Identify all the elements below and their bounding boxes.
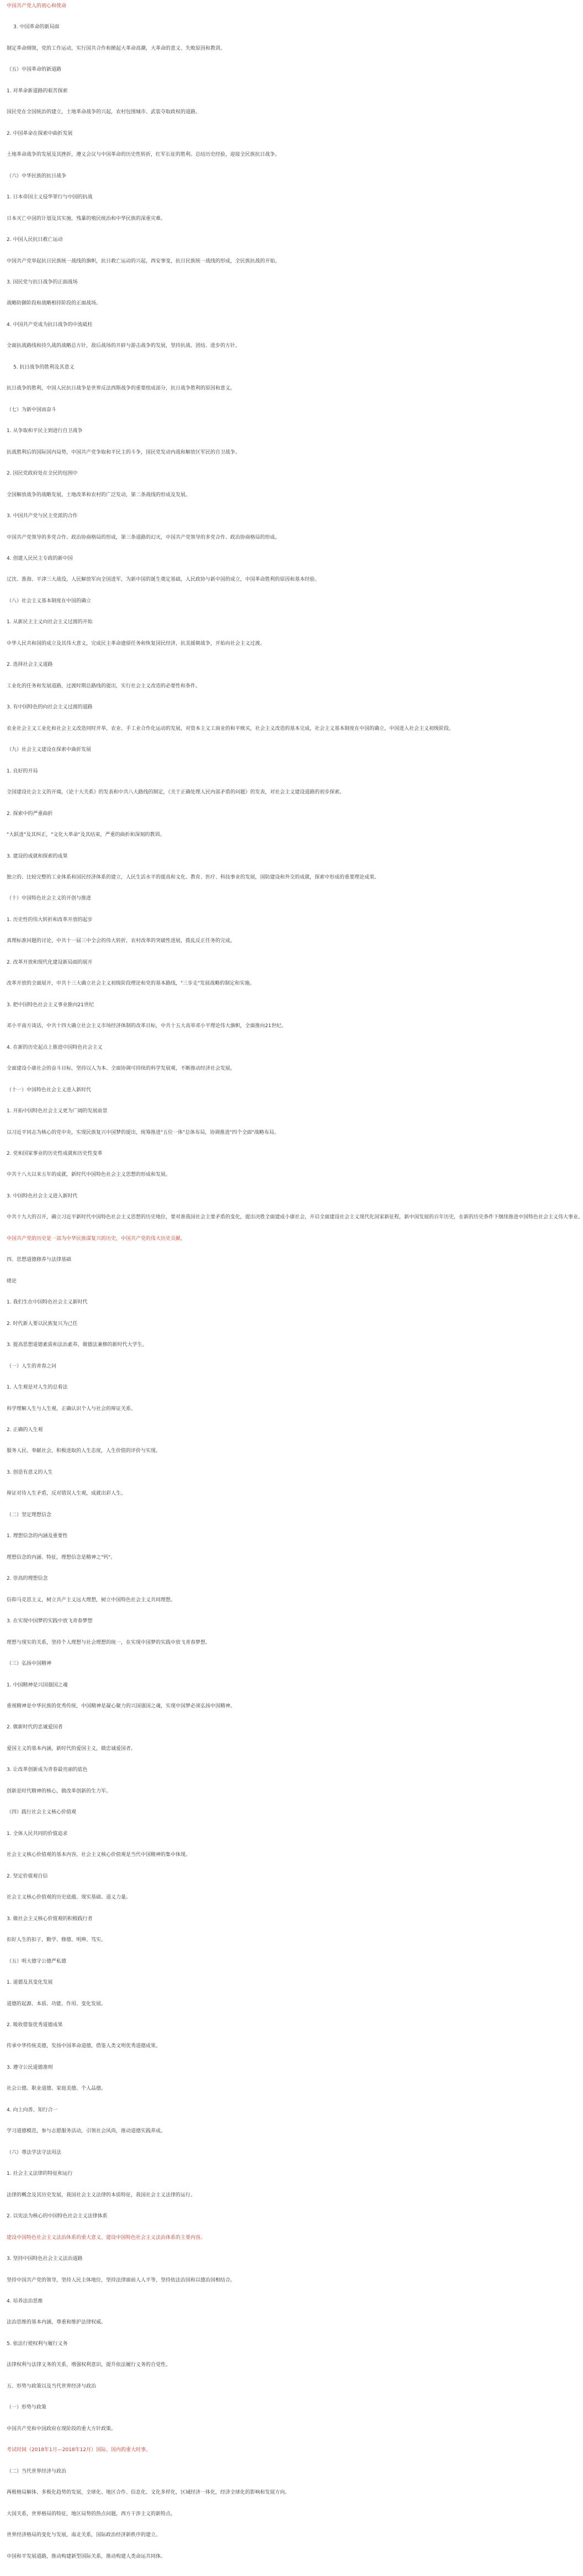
text-line: （六）中华民族的抗日战争: [7, 173, 67, 179]
text-line: 建设中国特色社会主义法治体系的重大意义、建设中国特色社会主义法治体系的主要内容。: [7, 2235, 206, 2241]
text-line: 3. 遵守公民道德准则: [7, 2064, 53, 2070]
text-line: 2. 选择社会主义道路: [7, 662, 53, 668]
text-line: 坚持中国共产党的领导，坚持人民主体地位，坚持法律面前人人平等，坚持依法治国和以德治国相结合。: [7, 2277, 236, 2283]
text-line: 3. 创造有意义的人生: [7, 1469, 53, 1475]
text-line: 中华人民共和国的成立及其伟大意义，完成民主革命遗留任务和恢复国民经济，抗美援朝战争，开始向社会主义过渡。: [7, 640, 266, 646]
text-line: 2. 时代新人要以民族复兴为己任: [7, 1321, 78, 1327]
text-line: 信仰马克思主义，树立共产主义远大理想，树立中国特色社会主义共同理想。: [7, 1597, 176, 1603]
text-line: 理想信念的内涵、特征，理想信念是精神之"钙"。: [7, 1554, 116, 1560]
text-line: 法律权利与法律义务的关系，增强权利意识，提升依法履行义务的自觉性。: [7, 2362, 171, 2368]
text-line: 3. 让改革创新成为青春最亮丽的底色: [7, 1767, 88, 1773]
text-line: 2. 中国革命在探索中曲折发展: [7, 130, 73, 136]
text-line: （二）坚定理想信念: [7, 1512, 52, 1518]
text-line: 爱国主义的基本内涵，新时代的爱国主义，做忠诚爱国者。: [7, 1746, 136, 1752]
text-line: 1. 开拓中国特色社会主义更为广阔的发展前景: [7, 1108, 108, 1114]
text-line: 扣好人生的扣子，勤学、修德、明辨、笃实。: [7, 1937, 107, 1943]
text-line: 考试时间（2018年1月—2018年12月）国际、国内的重大时事。: [7, 2447, 151, 2453]
text-line: 农业社会主义工业化和社会主义改造同时并举，农业、手工业合作化运动的发展，对资本主义工商业的和平赎买，社会主义改造的基本完成，社会主义基本制度在中国的确立，中国进入社会主义初级阶段。: [7, 726, 454, 732]
text-line: 以习近平同志为核心的党中央，实现民族复兴中国梦的提出，统筹推进"五位一体"总体布局，协调推进"四个全面"战略布局。: [7, 1129, 279, 1135]
text-line: 国民党在全国统治的建立，土地革命战争的兴起，农村包围城市、武装夺取政权的道路。: [7, 109, 201, 115]
text-line: 3. 建设的成就和探索的成果: [7, 853, 68, 859]
text-line: 道德的起源、本质、功能、作用、变化发展。: [7, 2001, 107, 2007]
text-line: 中共十八大以来五年的成就，新时代中国特色社会主义思想的形成和发展。: [7, 1172, 171, 1178]
text-line: "大跃进"及其纠正，"文化大革命"及其结束，严重的曲折和深刻的教训。: [7, 832, 165, 838]
text-line: 重视精神是中华民族的优秀传统，中国精神是凝心聚力的兴国强国之魂，实现中国梦必须弘扬中国精神。: [7, 1704, 236, 1710]
text-line: 工业化的任务和发展道路，过渡时期总路线的提出，实行社会主义改造的必要性和条件。: [7, 683, 201, 689]
text-line: 1. 日本帝国主义侵华罪行与中国的抗战: [7, 194, 93, 201]
document-title: 中国共产党人的初心和使命: [7, 3, 67, 9]
text-line: （一）人生的青春之问: [7, 1363, 57, 1369]
text-line: 2. 做新时代的忠诚爱国者: [7, 1725, 63, 1731]
text-line: 3. 把中国特色社会主义事业推向21世纪: [7, 1002, 94, 1008]
text-line: 大国关系，世界格局的特征，地区局势的热点问题，西方干涉主义的新特点。: [7, 2511, 176, 2517]
text-line: 2. 改革开放和现代化建设新局面的展开: [7, 959, 93, 965]
text-line: 四、思想道德修养与法律基础: [7, 1257, 72, 1263]
text-line: 1. 历史性的伟大转折和改革开放的起步: [7, 917, 93, 923]
text-line: （二）当代世界经济与政治: [7, 2468, 67, 2474]
text-line: 中国和平发展道路，推动构建新型国际关系，推动构建人类命运共同体。: [7, 2553, 166, 2559]
text-line: 战略防御阶段和战略相持阶段的正面战场。: [7, 301, 102, 307]
text-line: 全面建设小康社会的奋斗目标，坚持以人为本、全面协调可持续的科学发展观，不断推动经济社会发展。: [7, 1066, 236, 1072]
text-line: （五）明大德守公德严私德: [7, 1958, 67, 1964]
text-line: 2. 崇高的理想信念: [7, 1576, 48, 1582]
text-line: 中国共产党领导的多党合作、政治协商格局的形成，第三条道路的幻灭，中国共产党领导的多党合作、政治协商格局的形成。: [7, 534, 280, 540]
text-line: 4. 创建人民民主专政的新中国: [7, 556, 73, 562]
text-line: 1. 道德及其变化发展: [7, 1980, 53, 1986]
text-line: （七）为新中国而奋斗: [7, 407, 57, 413]
text-line: （一）形势与政策: [7, 2405, 47, 2411]
text-line: 1. 理想信念的内涵及重要性: [7, 1533, 68, 1539]
text-line: 2. 党和国家事业的历史性成就和历史性变革: [7, 1150, 103, 1156]
text-line: 日本灭亡中国的计划及其实施，残暴的殖民统治和中华民族的深重灾难。: [7, 215, 166, 222]
text-line: 抗战胜利后的国际国内局势，中国共产党争取和平民主的斗争，国民党发动内战和解放区军民的自卫战争。: [7, 449, 241, 455]
text-line: 1. 对革命新道路的艰苦探索: [7, 88, 68, 94]
text-line: 1. 良好的开局: [7, 768, 38, 774]
text-line: 法治思维的基本内涵，尊重和维护法律权威。: [7, 2320, 107, 2326]
text-line: 法律的概念及其历史发展，我国社会主义法律的本质特征，我国社会主义法律的运行。: [7, 2192, 196, 2198]
text-line: （十一）中国特色社会主义进入新时代: [7, 1087, 92, 1093]
text-line: （九）社会主义建设在探索中曲折发展: [7, 747, 92, 753]
text-line: 全面抗战路线和持久战的战略总方针，敌后战场的开辟与游击战争的发展，坚持抗战、团结、进步的方针。: [7, 343, 241, 349]
text-line: 3. 中国革命的新局面: [13, 24, 60, 30]
text-line: 1. 从争取和平民主到进行自卫战争: [7, 428, 83, 434]
text-line: 4. 在新的历史起点上推进中国特色社会主义: [7, 1044, 103, 1050]
text-line: 2. 正确的人生观: [7, 1427, 43, 1433]
text-line: 2. 探索中的严重曲折: [7, 811, 53, 817]
text-line: 2. 国民党政府处在全民的包围中: [7, 471, 78, 477]
text-line: 全国解放战争的战略发展，土地改革和农村的广泛发动，第二条战线的形成及发展。: [7, 492, 191, 498]
text-line: 5. 抗日战争的胜利及其意义: [13, 364, 75, 370]
text-line: 学习道德模范，参与志愿服务活动，引领社会风尚，推动道德实践养成。: [7, 2128, 166, 2135]
text-line: 3. 坚持中国特色社会主义法治道路: [7, 2256, 83, 2262]
text-line: 社会公德、职业道德、家庭美德、个人品德。: [7, 2086, 107, 2092]
text-line: 中国共产党和中国政府在现阶段的重大方针政策。: [7, 2426, 116, 2432]
text-line: （六）尊法学法守法用法: [7, 2149, 62, 2156]
text-line: 全国建设社会主义的开端，《论十大关系》的发表和中共八大路线的制定，《关于正确处理人民内部矛盾的问题》的发表，对社会主义建设道路的初步探索。: [7, 790, 345, 796]
text-line: 2. 中国人民抗日救亡运动: [7, 237, 63, 243]
text-line: 社会主义核心价值观的历史底蕴、现实基础、道义力量。: [7, 1895, 131, 1901]
text-line: 2. 坚定价值观自信: [7, 1873, 48, 1879]
text-line: 2. 以宪法为核心的中国特色社会主义法律体系: [7, 2214, 108, 2220]
text-line: 改革开放的全面展开，中共十三大确立社会主义初级阶段理论和党的基本路线，"三步走"发展战略的制定和实施。: [7, 981, 255, 987]
text-line: 1. 全体人民共同的价值追求: [7, 1831, 68, 1837]
text-line: 4. 向上向善、知行合一: [7, 2107, 58, 2113]
text-line: （四）践行社会主义核心价值观: [7, 1810, 77, 1816]
text-line: 2. 吸收借鉴优秀道德成果: [7, 2022, 63, 2028]
text-line: 制定革命纲领，党的工作运动，实行国共合作和掀起大革命高潮，大革命的意义、失败原因和教训。: [7, 45, 226, 51]
text-line: （八）社会主义基本制度在中国的确立: [7, 598, 92, 604]
text-line: 传承中华传统美德，发扬中国革命道德，借鉴人类文明优秀道德成果。: [7, 2043, 161, 2049]
text-line: 3. 中国共产党与民主党派的合作: [7, 513, 78, 519]
text-line: 世界经济格局的变化与发展，南北关系，国际政治经济新秩序的建立。: [7, 2532, 161, 2538]
text-line: 3. 中国特色社会主义进入新时代: [7, 1193, 78, 1199]
text-line: 4. 培养法治思维: [7, 2298, 43, 2304]
text-line: 真理标准问题的讨论，中共十一届三中全会的伟大转折，农村改革的突破性进展，拨乱反正任务的完成。: [7, 938, 236, 944]
text-line: （五）中国革命的新道路: [7, 67, 62, 73]
text-line: 3. 国民党与抗日战争的正面战场: [7, 280, 78, 286]
text-line: 独立的、比较完整的工业体系和国民经济体系的建立，人民生活水平的提高和文化、教育、医疗、科技事业的发展，国防建设和外交的成就，探索中形成的重要理论成果。: [7, 874, 380, 880]
text-line: （三）弘扬中国精神: [7, 1661, 52, 1667]
text-line: 1. 从新民主主义向社会主义过渡的开始: [7, 619, 93, 625]
text-line: 1. 人生观是对人生的总看法: [7, 1385, 68, 1391]
text-line: 服务人民、奉献社会，积极进取的人生态度，人生价值的评价与实现。: [7, 1448, 161, 1454]
text-line: 中国共产党的历史是一部为中华民族谋复兴的历史，中国共产党的伟大历史贡献。: [7, 1236, 186, 1242]
text-line: 1. 社会主义法律的特征和运行: [7, 2171, 73, 2177]
text-line: 中共十九大的召开，确立习近平新时代中国特色社会主义思想的历史地位，要对准我国社会主要矛盾的变化，提出决胜全面建成小康社会，开启全面建设社会主义现代化国家新征程，新中国发展的百年历史，在新的历史条件下继续推进中国特色社会主义伟大事业。: [7, 1215, 583, 1221]
text-line: 中国共产党举起抗日民族统一战线的旗帜，抗日救亡运动的兴起，西安事变，抗日民族统一战线的形成，全民族抗战的开始。: [7, 258, 280, 264]
text-line: 3. 做社会主义核心价值观的积极践行者: [7, 1916, 93, 1922]
text-line: 土地革命战争的发展及其挫折，遵义会议与中国革命的历史性转折，红军长征的胜利。总结历史经验，迎接全民族抗日战争。: [7, 152, 280, 158]
text-line: 邓小平南方谈话，中共十四大确立社会主义市场经济体制的改革目标，中共十五大高举邓小平理论伟大旗帜，全面推向21世纪。: [7, 1023, 287, 1029]
text-line: 理想与现实的关系，坚持个人理想与社会理想的统一，在实现中国梦的实践中放飞青春梦想。: [7, 1639, 211, 1646]
text-line: （十）中国特色社会主义的开创与推进: [7, 896, 92, 902]
text-line: 3. 有中国特色的向社会主义过渡的道路: [7, 705, 93, 711]
text-line: 4. 中国共产党成为抗日战争的中流砥柱: [7, 322, 93, 328]
text-line: 3. 提高思想道德素质和法治素养，做德法兼修的新时代大学生。: [7, 1342, 147, 1348]
text-line: 两极格局解体、多极化趋势的发展，全球化、地区合作、信息化、文化多样化，区域经济一体化，经济全球化的影响和发展方向。: [7, 2490, 290, 2496]
text-line: 1. 中国精神是兴国强国之魂: [7, 1682, 68, 1688]
text-line: 科学理解人生与人生观，正确认识个人与社会的辩证关系。: [7, 1406, 136, 1412]
text-line: 辩证对待人生矛盾，反对错误人生观，成就出彩人生。: [7, 1491, 126, 1497]
text-line: 绪论: [7, 1278, 17, 1284]
text-line: 3. 在实现中国梦的实践中放飞青春梦想: [7, 1618, 93, 1625]
text-line: 社会主义核心价值观的基本内容，社会主义核心价值观是当代中国精神的集中体现。: [7, 1852, 191, 1858]
text-line: 创新是时代精神的核心，做改革创新的生力军。: [7, 1788, 112, 1794]
text-line: 五、形势与政策以及当代世界经济与政治: [7, 2383, 97, 2389]
text-line: 5. 依法行使权利与履行义务: [7, 2341, 68, 2347]
text-line: 1. 我们生在中国特色社会主义新时代: [7, 1300, 88, 1306]
text-line: 辽沈、淮海、平津三大战役，人民解放军向全国进军，为新中国的诞生奠定基础，人民政协与新中国的成立，中国革命胜利的原因和基本经验。: [7, 577, 320, 583]
text-line: 抗日战争的胜利，中国人民抗日战争是世界反法西斯战争的重要组成部分，抗日战争胜利的原因和意义。: [7, 386, 236, 392]
